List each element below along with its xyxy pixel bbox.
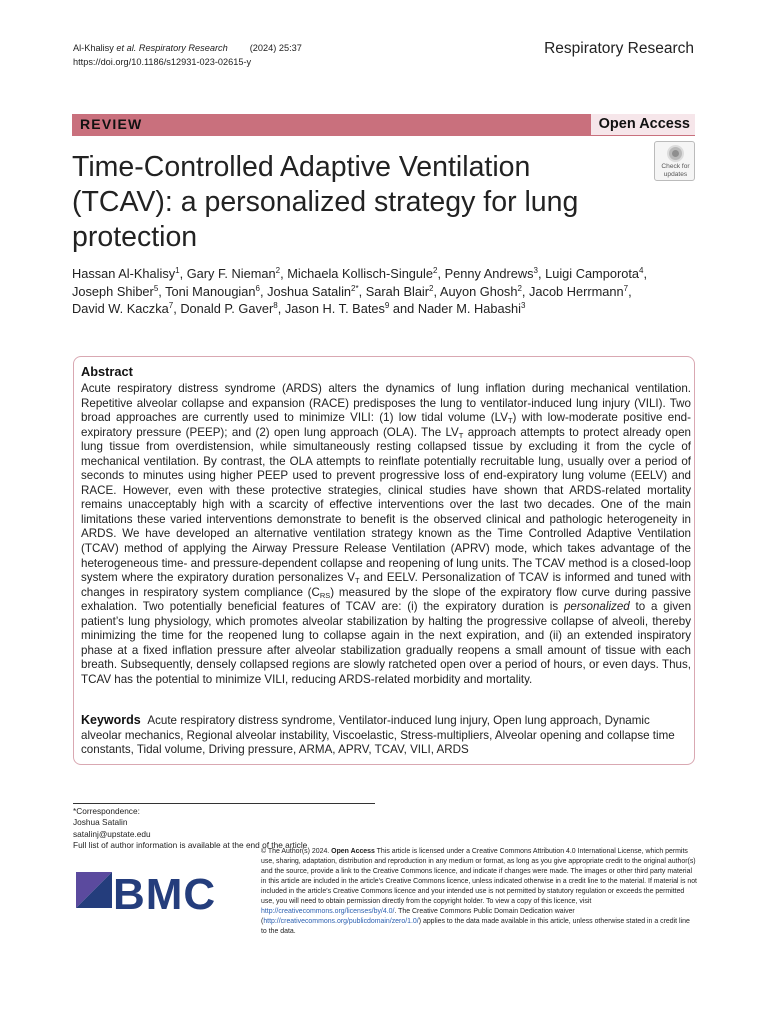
author-separator: , — [280, 266, 288, 281]
author-name[interactable]: Luigi Camporota — [545, 266, 640, 281]
keywords-label: Keywords — [81, 713, 141, 727]
article-title: Time-Controlled Adaptive Ventilation (TCAV): a personalized strategy for lung protection — [72, 151, 579, 253]
cc-by-link[interactable]: http://creativecommons.org/licenses/by/4.0/ — [261, 908, 395, 915]
author-affiliation: 2* — [351, 283, 359, 293]
author-affiliation: 2 — [429, 283, 434, 293]
author-name[interactable]: Michaela Kollisch-Singule — [287, 266, 434, 281]
author-affiliation: 7 — [168, 301, 174, 310]
author-name[interactable]: Gary F. Nieman — [186, 266, 276, 281]
doi-link[interactable]: https://doi.org/10.1186/s12931-023-02615-y — [73, 56, 252, 67]
author-separator: , — [521, 283, 530, 299]
cc0-link[interactable]: http://creativecommons.org/publicdomain/zero/1.0/ — [263, 918, 419, 925]
check-for-updates-button[interactable] — [654, 141, 695, 181]
author-separator: , — [358, 283, 366, 299]
author-name[interactable]: Joshua Satalin — [267, 283, 352, 299]
author-separator: , — [277, 301, 285, 316]
citation-authors: Al-Khalisy — [73, 43, 114, 53]
bmc-logo-icon — [76, 872, 112, 908]
abstract-heading: Abstract — [81, 364, 133, 379]
author-name[interactable]: Auyon Ghosh — [439, 283, 518, 299]
author-affiliation: 3 — [520, 301, 526, 310]
author-name[interactable]: Jason H. T. Bates — [284, 301, 385, 316]
citation-year: (2024) 25:37 — [249, 43, 302, 53]
author-name[interactable]: Nader M. Habashi — [417, 301, 521, 316]
abstract-text: Acute respiratory distress syndrome (ARDS) alters the dynamics of lung inflation during mechanical ventilation. Repetitive alveolar collapse and expansion (RACE) predisposes the lung to ventilator-induced lung injury (VILI). Two broad approaches are currently used to minimize VILI: (1) low tidal volume $(LV_T)$ with low-moderate positive end-expiratory pressure (PEEP); and (2) open lung approach (OLA). The $LV_T$ approach attempts to protect already open lung tissue from overdistension, while simultaneously resting collapsed tissue by excluding it from the cycle of mechanical ventilation. By contrast, the OLA attempts to reinflate potentially recruitable lung, usually over a period of seconds to minutes using higher PEEP used to prevent progressive loss of end-expiratory lung volume (EELV) and RACE. However, even with these protective strategies, clinical studies have shown that ARDS-related mortality remains unacceptably high with a scarcity of effective interventions over the last two decades. One of the main limitations these varied interventions demonstrate to benefit is the observed clinical and pathologic heterogeneity in ARDS. We have developed an alternative ventilation strategy known as the Time Controlled Adaptive Ventilation (TCAV) method of applying the Airway Pressure Release Ventilation (APRV) mode, which takes advantage of the heterogeneous time- and pressure-dependent collapse and reopening of lung units. The TCAV method is a closed-loop system where the expiratory duration personalizes $V_T$ and EELV. Personalization of TCAV is informed and tuned with changes in respiratory system compliance $(C_{RS})$ measured by the slope of the expiratory flow curve during passive exhalation. Two potentially beneficial features of TCAV are: (i) the expiratory duration is personalized to a given patient’s lung physiology, which promotes alveolar stabilization by halting the progressive collapse of alveoli, thereby minimizing the time for the reopened lung to collapse again in the next expiration, and (ii) an extended inspiratory phase at a fixed inflation pressure after alveolar stabilization gradually reopens a small amount of tissue with each breath. Subsequently, densely collapsed regions are slowly ratcheted open over a period of hours, or even days. Thus, TCAV has the potential to minimize VILI, reducing ARDS-related morbidity and mortality. — [81, 382, 692, 686]
author-name[interactable]: Joseph Shiber — [72, 283, 154, 299]
author-affiliation: 3 — [533, 266, 538, 275]
author-list — [72, 265, 662, 318]
author-name[interactable]: David W. Kaczka — [72, 301, 169, 316]
author-name[interactable]: Jacob Herrmann — [529, 283, 624, 299]
corresponding-email[interactable]: satalinj@upstate.edu — [73, 828, 151, 839]
correspondence-footnote: *Correspondence: Joshua Satalin satalinj@upstate.edu Full list of author information is available at the end of the article — [73, 806, 308, 850]
author-separator: , — [259, 283, 268, 299]
author-affiliation: 5 — [153, 283, 159, 293]
author-affiliation: 6 — [255, 283, 260, 293]
section-label: REVIEW — [80, 116, 143, 132]
author-affiliation: 2 — [275, 266, 281, 275]
author-separator: , — [158, 283, 166, 299]
author-affiliation: 7 — [623, 283, 629, 293]
open-access-label: Open Access — [598, 116, 690, 132]
author-separator: and — [389, 301, 418, 316]
journal-name: Respiratory Research — [544, 40, 694, 57]
author-separator: , — [537, 266, 546, 281]
keywords — [81, 713, 686, 758]
citation-header — [73, 42, 302, 69]
author-name[interactable]: Penny Andrews — [444, 266, 534, 281]
corresponding-author: Joshua Satalin — [73, 817, 128, 828]
author-separator: , — [179, 266, 187, 281]
bmc-logo-text: BMC — [113, 870, 217, 919]
check-updates-label: Check for updates — [661, 163, 690, 178]
author-separator: , — [173, 301, 181, 316]
author-name[interactable]: Sarah Blair — [365, 283, 430, 299]
author-affiliation: 1 — [175, 266, 180, 275]
author-affiliation: 4 — [639, 266, 644, 275]
author-name[interactable]: Donald P. Gaver — [180, 301, 274, 316]
author-separator: , — [433, 283, 440, 299]
author-name[interactable]: Toni Manougian — [165, 283, 256, 299]
author-separator: , — [643, 266, 648, 281]
author-affiliation: 2 — [517, 283, 522, 293]
author-separator: , — [437, 266, 445, 281]
license-text: © The Author(s) 2024. Open Access This article is licensed under a Creative Commons Attribution 4.0 International License, which permits use, sharing, adaptation, distribution and reproduction in any medium or format, as long as you give appropriate credit to the original author(s) and the source, provide a link to the Creative Commons licence, and indicate if changes were made. The images or other third party material in this article are included in the article’s Creative Commons licence, unless indicated otherwise in a credit line to the material. If material is not included in the article’s Creative Commons licence and your intended use is not permitted by statutory regulation or exceeds the permitted use, you will need to obtain permission directly from the copyright holder. To view a copy of this licence, visit http://creativecommons.org/licenses/by/4.0/. The Creative Commons Public Domain Dedication waiver (http://creativecommons.org/publicdomain/zero/1.0/) applies to the data made available in this article, unless otherwise stated in a credit line to the data. — [261, 848, 697, 935]
author-affiliation: 8 — [273, 301, 278, 310]
author-separator: , — [628, 283, 632, 299]
check-updates-icon — [667, 145, 684, 162]
author-affiliation: 9 — [384, 301, 390, 310]
citation-journal: et al. Respiratory Research — [116, 43, 228, 53]
keywords-text: Acute respiratory distress syndrome, Ventilator-induced lung injury, Open lung approach, Dynamic alveolar mechanics, Regional alveolar instability, Viscoelastic, Stress-multipliers, Alveolar opening and collapse time constants, Tidal volume, Driving pressure, ARMA, APRV, TCAV, VILI, ARDS — [81, 714, 675, 757]
footnote-divider — [73, 803, 375, 804]
author-affiliation: 2 — [433, 266, 438, 275]
author-name[interactable]: Hassan Al-Khalisy — [72, 266, 176, 281]
